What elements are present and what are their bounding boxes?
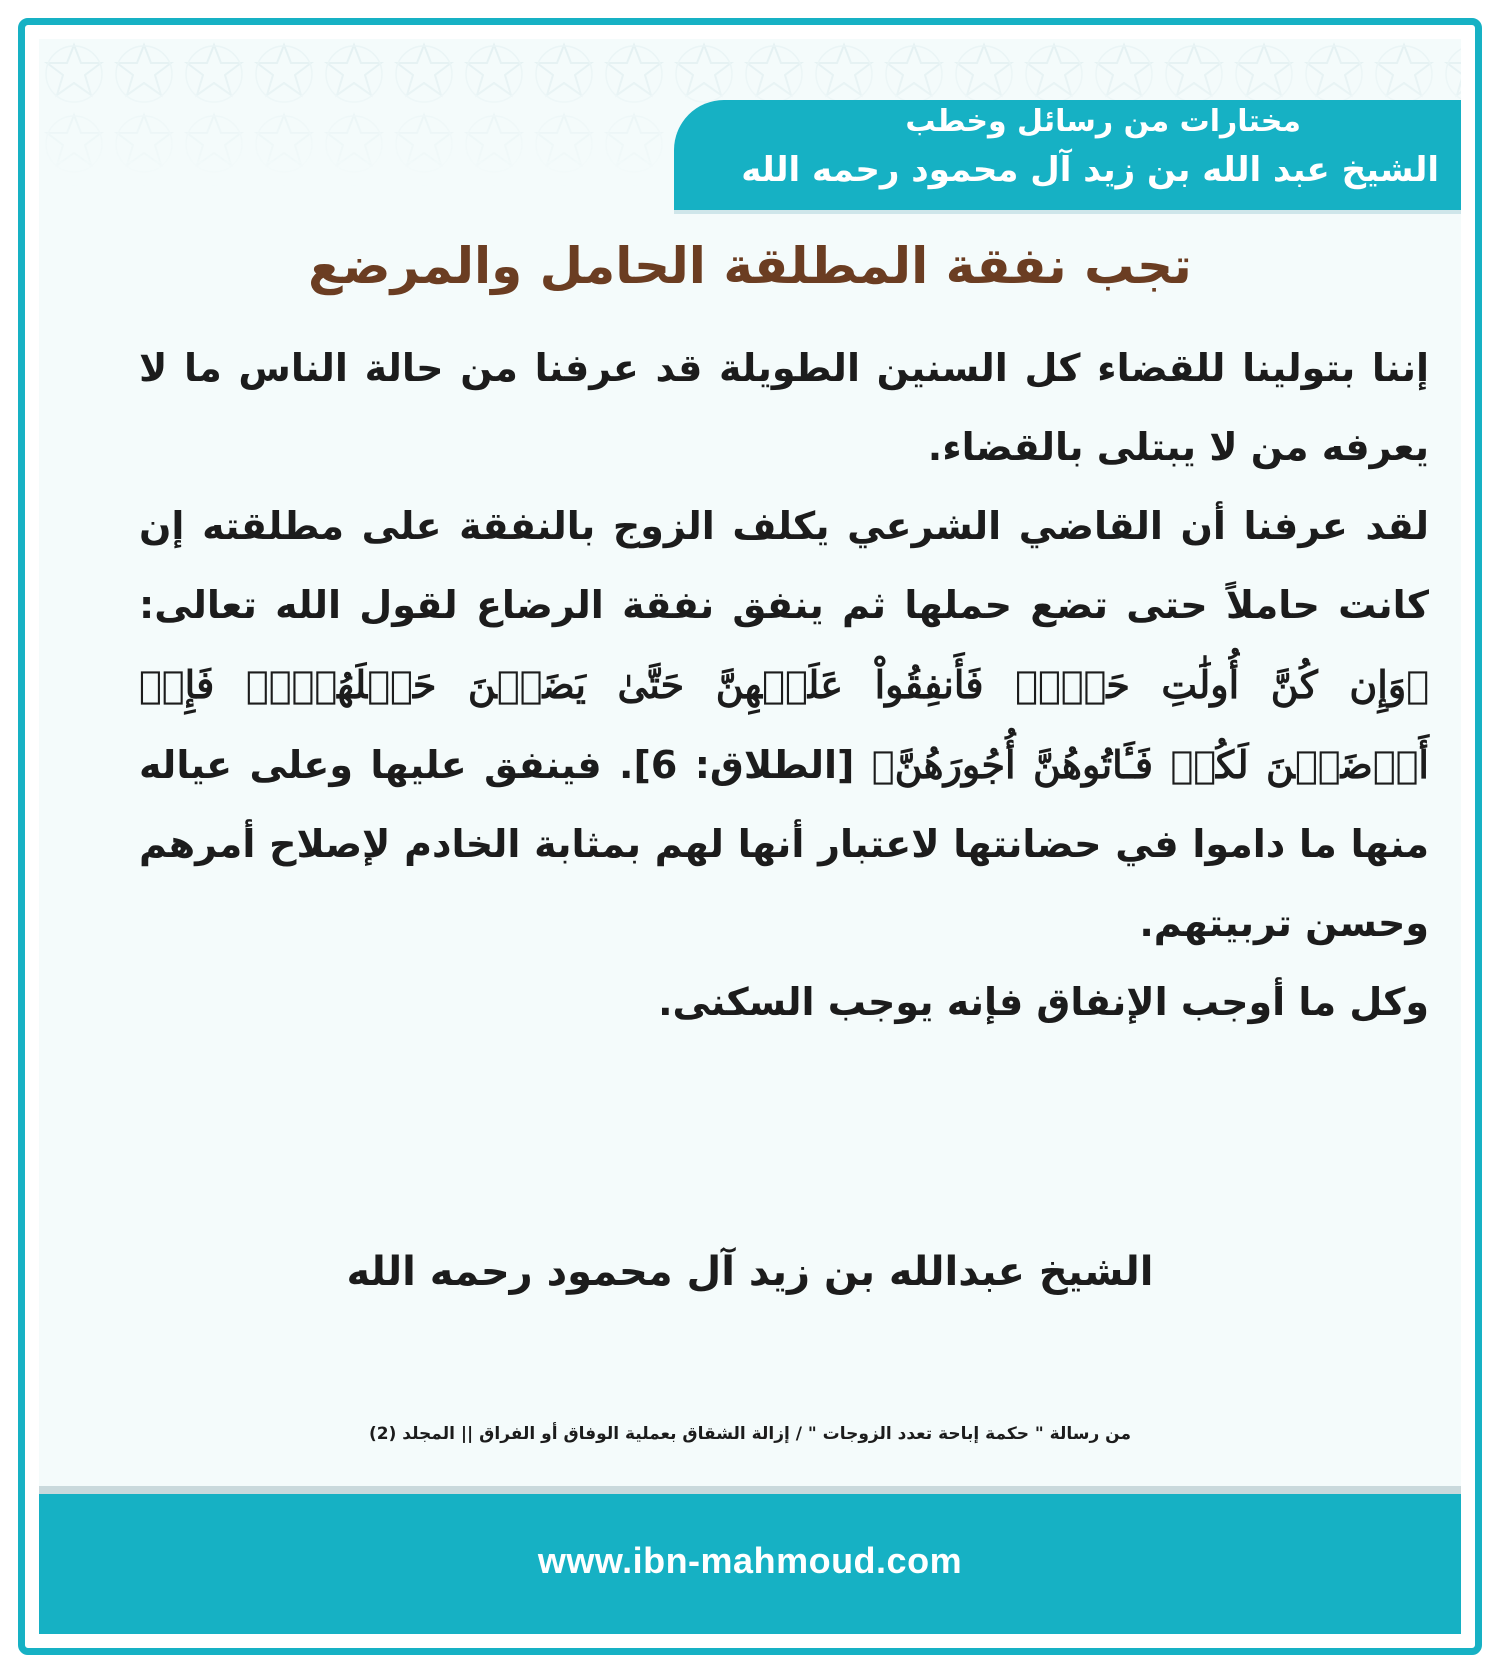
article-body xyxy=(139,329,1429,1042)
website-url: www.ibn-mahmoud.com xyxy=(537,1540,963,1581)
paragraph-3: وكل ما أوجب الإنفاق فإنه يوجب السكنى. xyxy=(658,980,1429,1024)
source-citation: من رسالة " حكمة إباحة تعدد الزوجات " / إزالة الشقاق بعملية الوفاق أو الفراق || المجلد (2) xyxy=(368,1424,1131,1444)
footer-bar xyxy=(39,1494,1461,1634)
paragraph-2-intro: لقد عرفنا أن القاضي الشرعي يكلف الزوج بالنفقة على مطلقته إن كانت حاملاً حتى تضع حملها ثم ينفق نفقة الرضاع لقول الله تعالى: xyxy=(139,504,1429,627)
paragraph-2-rest: [الطلاق: 6]. فينفق عليها وعلى عياله منها ما داموا في حضانتها لاعتبار أنها لهم بمثابة الخادم لإصلاح أمرهم وحسن تربيتهم. xyxy=(139,743,1429,945)
content-card xyxy=(39,39,1461,1634)
author-signature: الشيخ عبدالله بن زيد آل محمود رحمه الله xyxy=(346,1249,1154,1295)
header-subtitle: مختارات من رسائل وخطب xyxy=(905,104,1301,139)
quran-verse: ﴿وَإِن كُنَّ أُولَٰتِ حَمۡلٖ فَأَنفِقُواْ عَلَيۡهِنَّ حَتَّىٰ يَضَعۡنَ حَمۡلَهُنَّۚ فَإِنۡ أَرۡضَعۡنَ لَكُمۡ فَـَٔاتُوهُنَّ أُجُورَهُنَّ﴾ xyxy=(139,662,1429,787)
header-author: الشيخ عبد الله بن زيد آل محمود رحمه الله xyxy=(741,150,1439,190)
paragraph-1: إننا بتولينا للقضاء كل السنين الطويلة قد عرفنا من حالة الناس ما لا يعرفه من لا يبتلى بالقضاء. xyxy=(139,346,1429,469)
article-title: تجب نفقة المطلقة الحامل والمرضع xyxy=(308,237,1192,295)
paragraph-2 xyxy=(139,487,1429,963)
header-banner xyxy=(674,100,1461,210)
